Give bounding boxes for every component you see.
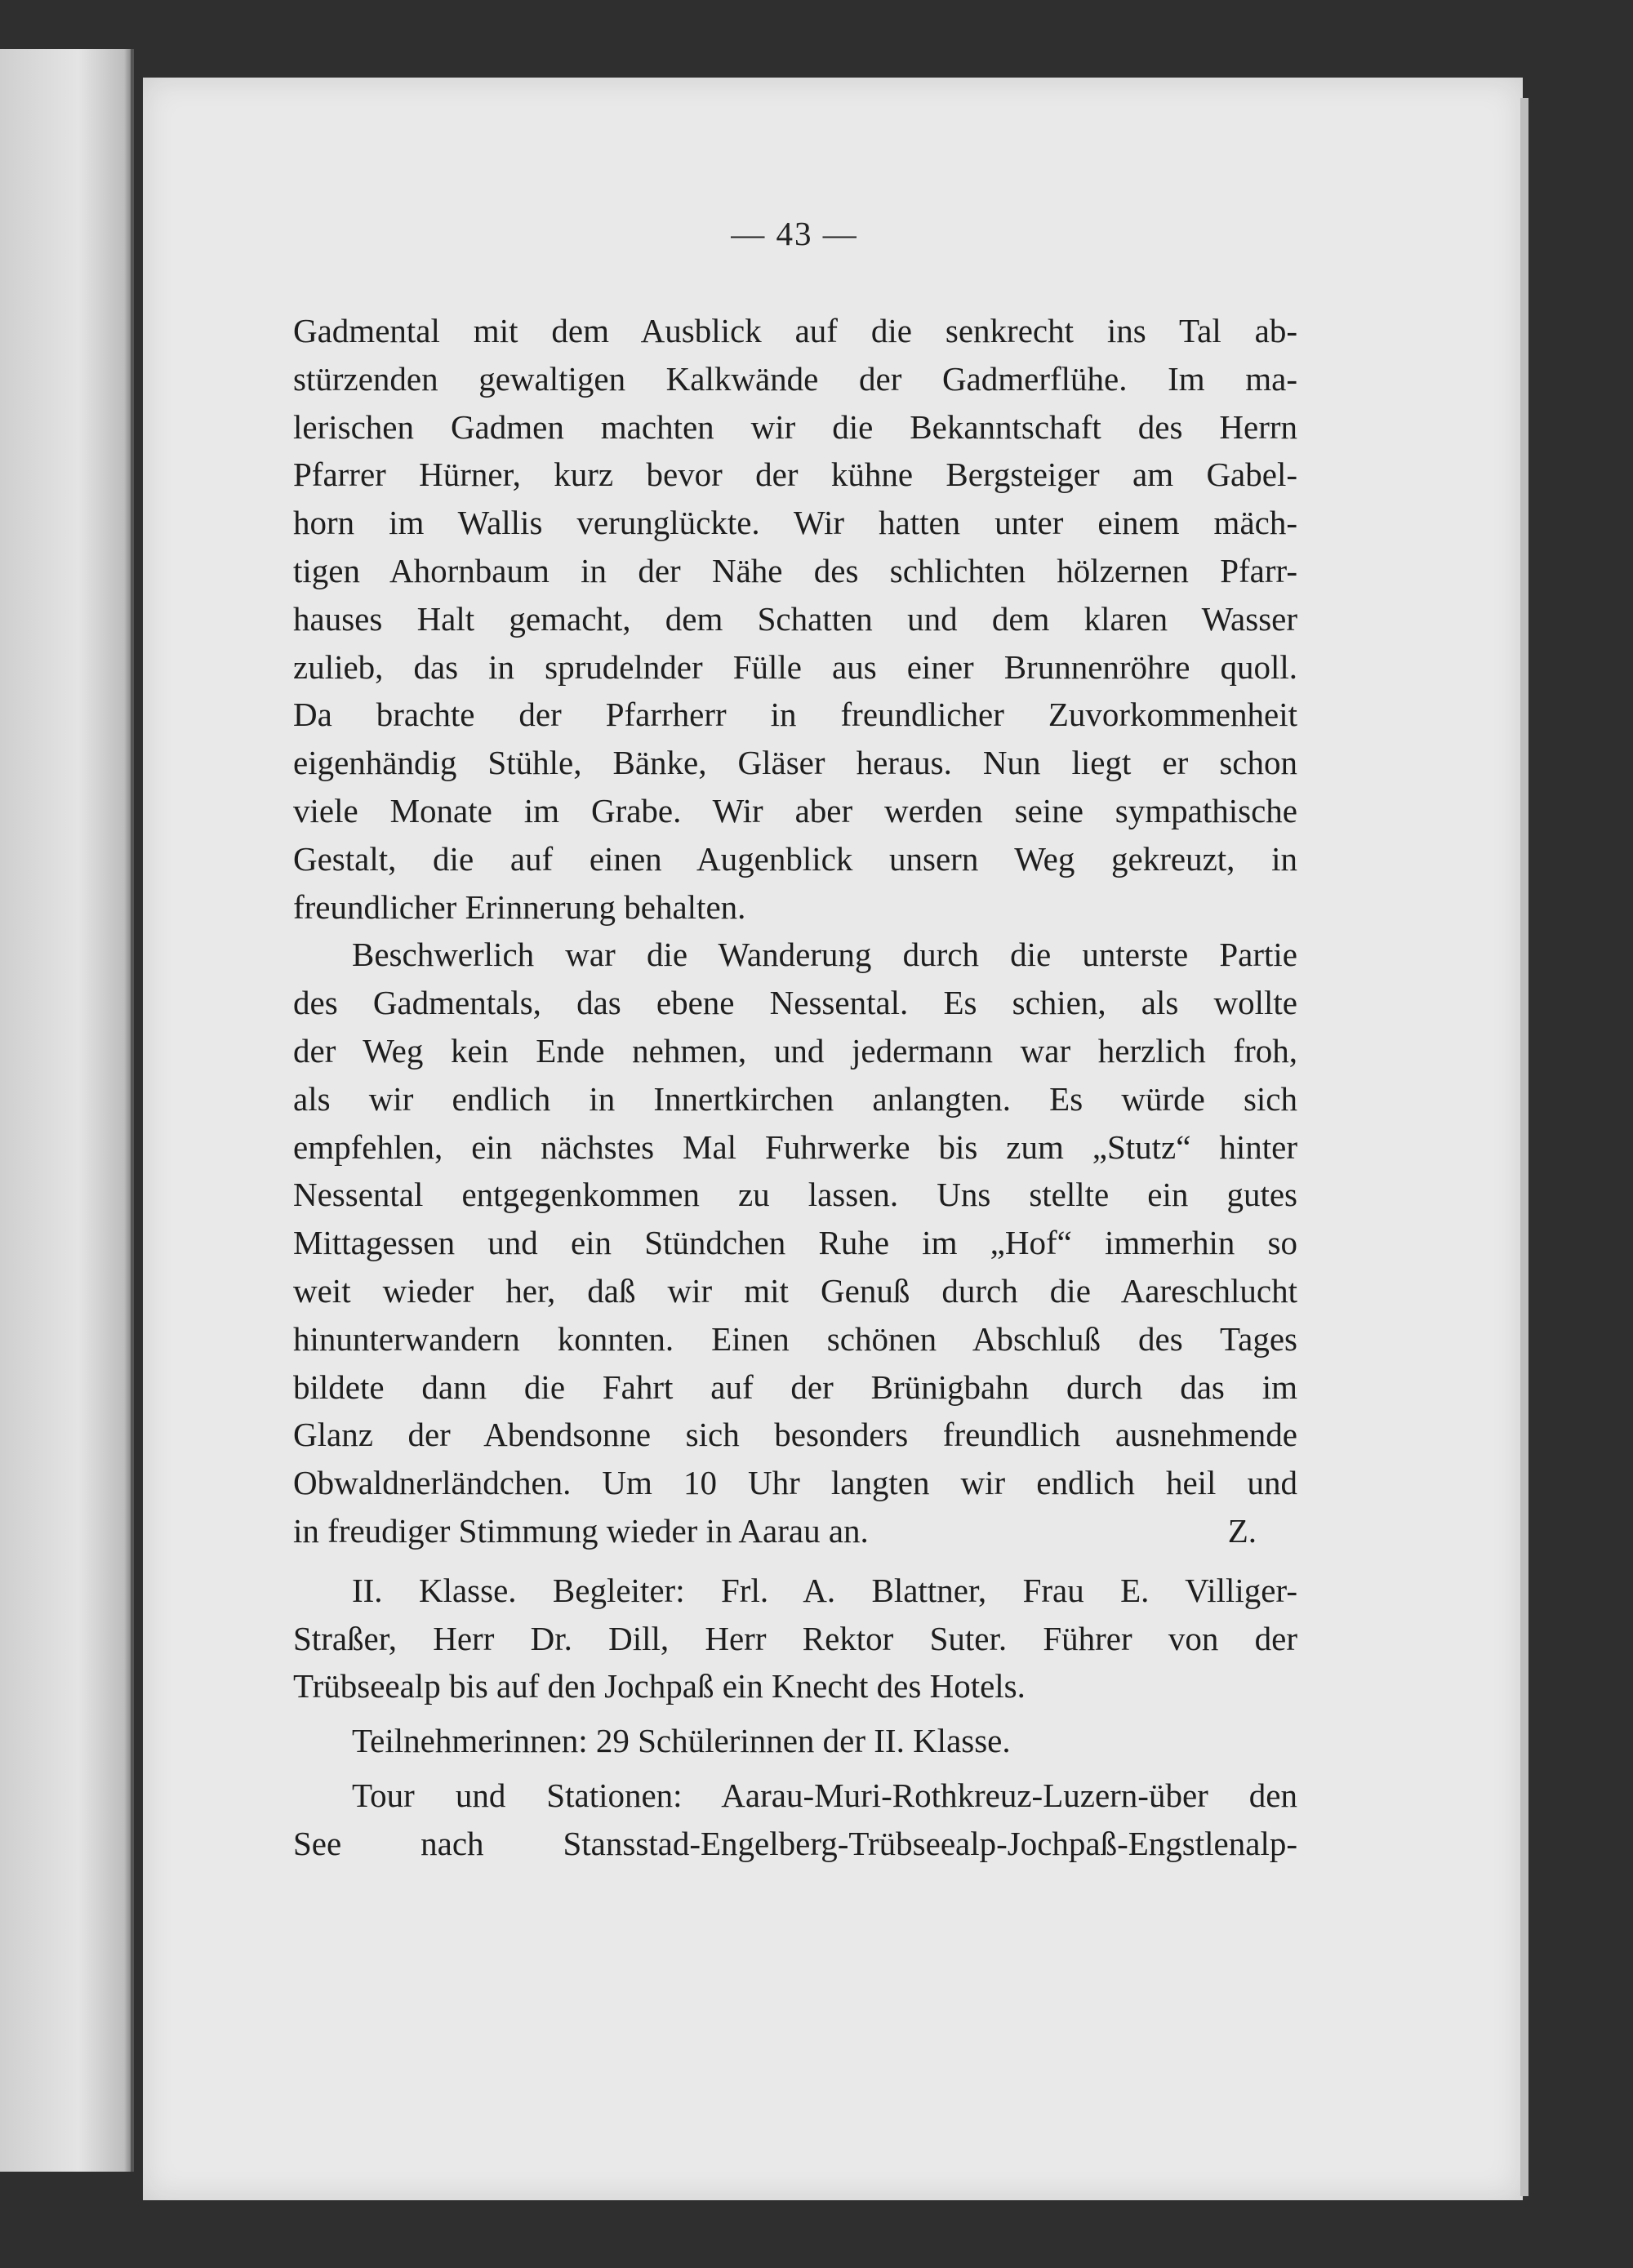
text-line: bildete dann die Fahrt auf der Brünigbahn durch das im: [293, 1367, 1297, 1406]
text-line: Beschwerlich war die Wanderung durch die unterste Partie: [352, 936, 1297, 974]
text-line: hinunterwandern konnten. Einen schönen Abschluß des Tages: [293, 1319, 1297, 1358]
left-page-edge: [0, 49, 134, 2172]
text-line: lerischen Gadmen machten wir die Bekanntschaft des Herrn: [293, 407, 1297, 446]
paragraph-2: [293, 931, 1297, 1554]
text-line: empfehlen, ein nächstes Mal Fuhrwerke bis zum „Stutz“ hinter: [293, 1127, 1297, 1166]
paragraph-3: [293, 1567, 1297, 1710]
text-line: des Gadmentals, das ebene Nessental. Es schien, als wollte: [293, 984, 1297, 1022]
text-line: Mittagessen und ein Stündchen Ruhe im „Hof“ immerhin so: [293, 1224, 1297, 1262]
text-line: weit wieder her, daß wir mit Genuß durch die Aareschlucht: [293, 1271, 1297, 1310]
text-line: tigen Ahornbaum in der Nähe des schlichten hölzernen Pfarr-: [293, 551, 1297, 589]
paragraph-1: [293, 307, 1297, 931]
page-right-edge: [1520, 98, 1528, 2196]
paragraph-4: [293, 1717, 1297, 1765]
text-line: eigenhändig Stühle, Bänke, Gläser heraus. Nun liegt er schon: [293, 744, 1297, 782]
text-line: stürzenden gewaltigen Kalkwände der Gadmerflühe. Im ma-: [293, 359, 1297, 398]
text-line: hauses Halt gemacht, dem Schatten und dem klaren Wasser: [293, 599, 1297, 638]
text-line: Obwaldnerländchen. Um 10 Uhr langten wir endlich heil und: [293, 1464, 1297, 1502]
text-line: Tour und Stationen: Aarau-Muri-Rothkreuz-Luzern-über den: [352, 1776, 1297, 1814]
text-line: See nach Stansstad-Engelberg-Trübseealp-Jochpaß-Engstlenalp-: [293, 1824, 1297, 1862]
page-body: [293, 307, 1297, 1868]
page-number: — 43 —: [731, 215, 858, 252]
text-line: freundlicher Erinnerung behalten.: [293, 887, 746, 926]
author-signature: Z.: [1227, 1511, 1257, 1550]
text-line: Da brachte der Pfarrherr in freundlicher Zuvorkommenheit: [293, 696, 1297, 734]
text-line: Nessental entgegenkommen zu lassen. Uns stellte ein gutes: [293, 1176, 1297, 1214]
text-line: horn im Wallis verunglückte. Wir hatten unter einem mäch-: [293, 504, 1297, 542]
text-line: als wir endlich in Innertkirchen anlangten. Es würde sich: [293, 1079, 1297, 1118]
text-line: Trübseealp bis auf den Jochpaß ein Knecht des Hotels.: [293, 1667, 1026, 1705]
text-line: zulieb, das in sprudelnder Fülle aus einer Brunnenröhre quoll.: [293, 647, 1297, 686]
text-line: Straßer, Herr Dr. Dill, Herr Rektor Suter. Führer von der: [293, 1619, 1297, 1657]
text-line: Gadmental mit dem Ausblick auf die senkrecht ins Tal ab-: [293, 312, 1297, 349]
text-line: viele Monate im Grabe. Wir aber werden seine sympathische: [293, 791, 1297, 829]
text-line: Pfarrer Hürner, kurz bevor der kühne Bergsteiger am Gabel-: [293, 456, 1297, 494]
text-line: Glanz der Abendsonne sich besonders freundlich ausnehmende: [293, 1416, 1297, 1454]
closing-line: [293, 1507, 1297, 1555]
text-line: der Weg kein Ende nehmen, und jedermann war herzlich froh,: [293, 1031, 1297, 1070]
closing-text: in freudiger Stimmung wieder in Aarau an.: [293, 1511, 869, 1550]
text-line: II. Klasse. Begleiter: Frl. A. Blattner, Frau E. Villiger-: [352, 1571, 1297, 1609]
text-line: Gestalt, die auf einen Augenblick unsern Weg gekreuzt, in: [293, 839, 1297, 878]
text-line: Teilnehmerinnen: 29 Schülerinnen der II. Klasse.: [352, 1722, 1011, 1760]
paragraph-5: [293, 1772, 1297, 1868]
